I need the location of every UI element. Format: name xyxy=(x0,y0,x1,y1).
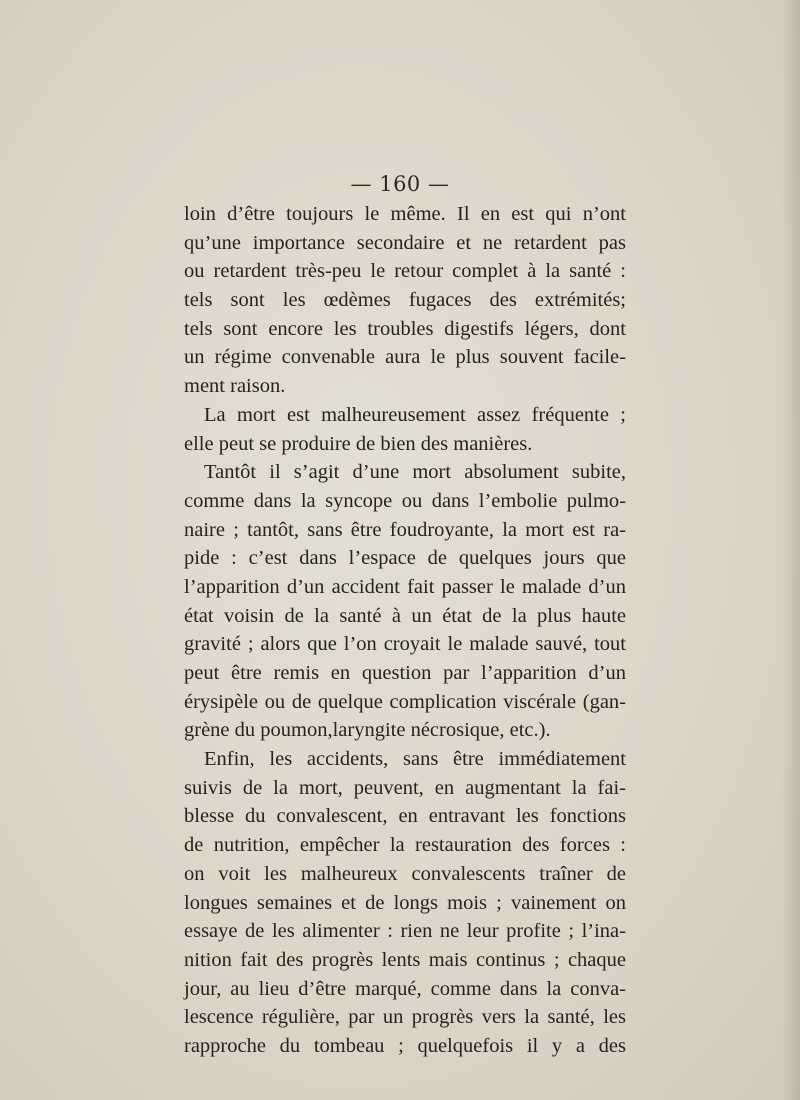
text-line: état voisin de la santé à un état de la plus haute xyxy=(184,604,626,627)
text-line: érysipèle ou de quelque complication viscérale (gan- xyxy=(184,690,626,713)
text-line: suivis de la mort, peuvent, en augmentant la fai- xyxy=(184,776,626,799)
text-line: tels sont les œdèmes fugaces des extrémités; xyxy=(184,289,626,312)
text-line: on voit les malheureux convalescents traîner de xyxy=(184,862,626,885)
text-line: un régime convenable aura le plus souvent facile- xyxy=(184,346,626,369)
text-line: Enfin, les accidents, sans être immédiatement xyxy=(204,748,626,771)
text-line: Tantôt il s’agit d’une mort absolument subite, xyxy=(204,461,626,484)
text-line: de nutrition, empêcher la restauration des forces : xyxy=(184,834,626,857)
text-line: jour, au lieu d’être marqué, comme dans la conva- xyxy=(184,977,626,1000)
text-line: peut être remis en question par l’apparition d’un xyxy=(184,662,626,684)
text-line: ment raison. xyxy=(184,375,286,398)
text-line: La mort est malheureusement assez fréquente ; xyxy=(204,403,626,426)
text-line: comme dans la syncope ou dans l’embolie pulmo- xyxy=(184,489,626,512)
text-line: blesse du convalescent, en entravant les fonctions xyxy=(184,805,626,828)
text-line: essaye de les alimenter : rien ne leur profite ; l’ina- xyxy=(184,920,626,943)
page-edge-shadow xyxy=(782,0,800,1100)
text-line: loin d’être toujours le même. Il en est qui n’ont xyxy=(184,203,626,225)
text-line: l’apparition d’un accident fait passer le malade d’un xyxy=(184,575,626,598)
text-line: qu’une importance secondaire et ne retardent pas xyxy=(184,231,626,254)
text-line: ou retardent très-peu le retour complet à la santé : xyxy=(184,260,626,283)
body-text xyxy=(184,200,626,1061)
text-line: grène du poumon,laryngite nécrosique, etc.). xyxy=(184,719,551,742)
text-line: nition fait des progrès lents mais continus ; chaque xyxy=(184,948,626,971)
page-number: — 160 — xyxy=(350,172,450,196)
text-line: lescence régulière, par un progrès vers la santé, les xyxy=(184,1006,626,1029)
text-line: naire ; tantôt, sans être foudroyante, la mort est ra- xyxy=(184,518,626,541)
text-line: gravité ; alors que l’on croyait le malade sauvé, tout xyxy=(184,633,626,656)
text-line: longues semaines et de longs mois ; vainement on xyxy=(184,891,626,914)
text-line: rapproche du tombeau ; quelquefois il y a des xyxy=(184,1034,626,1057)
text-line: elle peut se produire de bien des manières. xyxy=(184,432,533,455)
text-line: tels sont encore les troubles digestifs légers, dont xyxy=(184,317,626,340)
text-line: pide : c’est dans l’espace de quelques jours que xyxy=(184,547,626,570)
